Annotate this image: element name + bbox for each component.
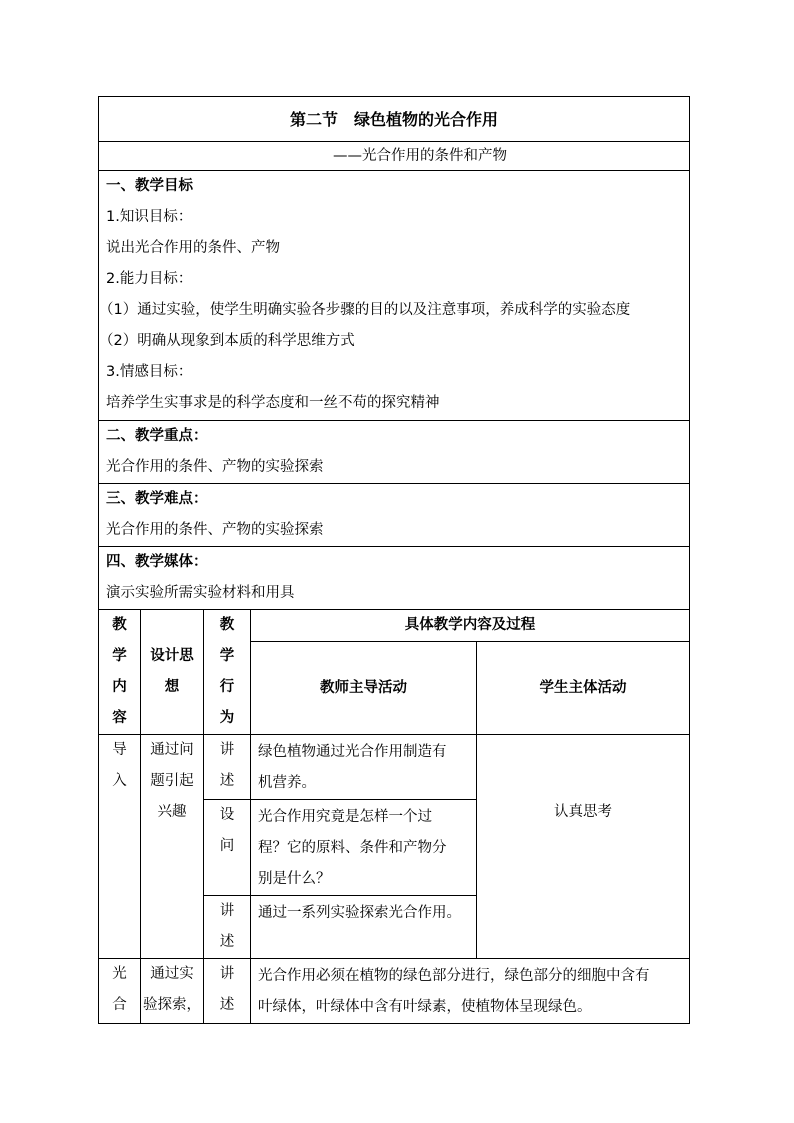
intro-behavior-3: 讲 述 (204, 896, 251, 959)
page-title: 第二节 绿色植物的光合作用 (290, 110, 499, 129)
key-points-section (99, 421, 690, 484)
intro-behavior-1: 讲 述 (204, 735, 251, 800)
intro-teacher-1: 绿色植物通过光合作用制造有 机营养。 (251, 735, 477, 800)
difficulties-text: 光合作用的条件、产物的实验探索 (106, 522, 324, 538)
intro-content: 导 入 (99, 735, 141, 959)
table-row (99, 735, 690, 800)
header-design: 设计思 想 (141, 610, 204, 735)
emotion-label: 3.情感目标： (106, 364, 193, 380)
objectives-section (99, 171, 690, 421)
key-points-text: 光合作用的条件、产物的实验探索 (106, 459, 324, 475)
title-row (99, 97, 690, 171)
key-points-heading: 二、教学重点： (106, 428, 208, 444)
header-student: 学生主体活动 (477, 642, 690, 735)
header-process: 具体教学内容及过程 (251, 610, 690, 642)
header-content: 教 学 内 容 (99, 610, 141, 735)
header-behavior: 教 学 行 为 (204, 610, 251, 735)
emotion-text: 培养学生实事求是的科学态度和一丝不苟的探究精神 (106, 395, 440, 411)
page-subtitle: ——光合作用的条件和产物 (333, 148, 508, 164)
photo-behavior: 讲 述 (204, 959, 251, 1024)
table-header-row (99, 610, 690, 642)
media-text: 演示实验所需实验材料和用具 (106, 585, 295, 601)
media-section (99, 547, 690, 610)
objectives-heading: 一、教学目标 (106, 178, 193, 194)
intro-behavior-2: 设 问 (204, 800, 251, 896)
intro-design: 通过问 题引起 兴趣 (141, 735, 204, 959)
ability-item-2: （2）明确从现象到本质的科学思维方式 (99, 333, 355, 349)
photo-design: 通过实 验探索， (141, 959, 204, 1024)
photo-teacher: 光合作用必须在植物的绿色部分进行，绿色部分的细胞中含有 叶绿体，叶绿体中含有叶绿素，使植物体呈现绿色。 (251, 959, 690, 1024)
knowledge-text: 说出光合作用的条件、产物 (106, 240, 280, 256)
document-page (98, 96, 689, 1024)
intro-teacher-2: 光合作用究竟是怎样一个过 程？它的原料、条件和产物分 别是什么？ (251, 800, 477, 896)
difficulties-heading: 三、教学难点： (106, 491, 208, 507)
difficulties-section (99, 484, 690, 547)
intro-teacher-3: 通过一系列实验探索光合作用。 (251, 896, 477, 959)
intro-student: 认真思考 (477, 735, 690, 959)
ability-label: 2.能力目标： (106, 271, 193, 287)
media-heading: 四、教学媒体： (106, 554, 208, 570)
header-teacher: 教师主导活动 (251, 642, 477, 735)
photo-content: 光 合 (99, 959, 141, 1024)
lesson-plan-table (98, 96, 690, 1024)
knowledge-label: 1.知识目标： (106, 209, 193, 225)
table-row (99, 959, 690, 1024)
ability-item-1: （1）通过实验，使学生明确实验各步骤的目的以及注意事项，养成科学的实验态度 (99, 302, 631, 318)
